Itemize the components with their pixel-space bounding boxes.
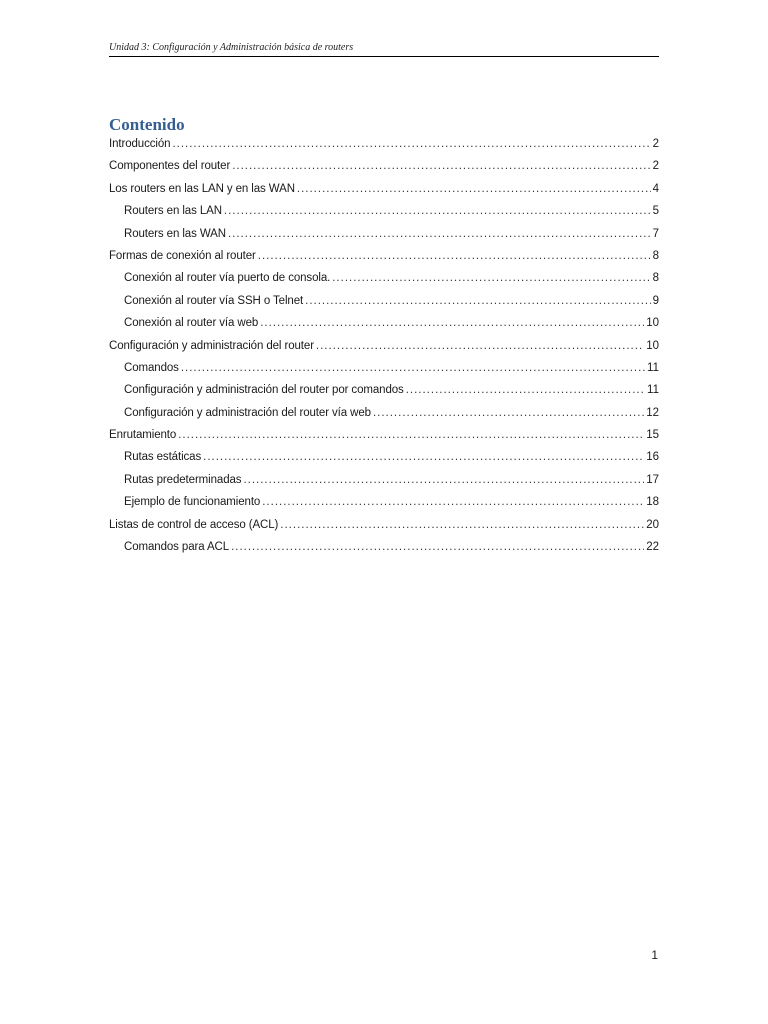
toc-entry-page: 11 [647, 384, 659, 397]
toc-entry-page: 10 [646, 339, 659, 352]
toc-entry-page: 2 [652, 160, 659, 173]
toc-entry-page: 7 [652, 227, 659, 240]
toc-entry-page: 8 [652, 272, 659, 285]
toc-entry-label: Conexión al router vía puerto de consola. [124, 272, 331, 285]
toc-entry-label: Los routers en las LAN y en las WAN [109, 182, 295, 195]
toc-entry[interactable] [109, 515, 659, 537]
toc-entry[interactable] [109, 537, 659, 559]
toc-entry[interactable] [109, 336, 659, 358]
toc-entry-label: Comandos para ACL [124, 541, 230, 554]
toc-entry-label: Formas de conexión al router [109, 249, 256, 262]
toc-entry-page: 9 [652, 294, 659, 307]
toc-entry[interactable] [109, 134, 659, 156]
toc-entry-label: Conexión al router vía SSH o Telnet [124, 294, 304, 307]
toc-entry[interactable] [109, 291, 659, 313]
toc-leader-dots [280, 515, 644, 535]
toc-entry-label: Componentes del router [109, 160, 231, 173]
toc-entry-page: 12 [646, 406, 659, 419]
toc-title: Contenido [109, 115, 185, 134]
toc-entry[interactable] [109, 380, 659, 402]
toc-entry[interactable] [109, 313, 659, 335]
toc-entry[interactable] [109, 470, 659, 492]
toc-entry[interactable] [109, 268, 659, 290]
toc-leader-dots [297, 179, 651, 199]
toc-entry-label: Routers en las WAN [124, 227, 226, 240]
toc-entry[interactable] [109, 156, 659, 178]
toc-leader-dots [262, 492, 644, 512]
page-number: 1 [651, 948, 658, 962]
toc-leader-dots [258, 246, 651, 266]
toc-leader-dots [305, 291, 650, 311]
toc-leader-dots [181, 358, 645, 378]
toc-leader-dots [228, 224, 651, 244]
toc-entry[interactable] [109, 425, 659, 447]
toc-leader-dots [260, 313, 644, 333]
toc-entry-label: Configuración y administración del router por comandos [124, 384, 404, 397]
toc-entry-page: 16 [646, 451, 659, 464]
page-header [109, 42, 659, 57]
toc-entry-label: Conexión al router vía web [124, 317, 259, 330]
toc-entry-label: Comandos [124, 361, 179, 374]
toc-entry-page: 17 [646, 473, 659, 486]
toc-entry[interactable] [109, 224, 659, 246]
toc-entry[interactable] [109, 492, 659, 514]
toc-entry-page: 18 [646, 496, 659, 509]
toc-entry-label: Listas de control de acceso (ACL) [109, 518, 279, 531]
toc-leader-dots [172, 134, 650, 154]
toc-entry-page: 8 [652, 249, 659, 262]
toc-leader-dots [203, 447, 644, 467]
toc-leader-dots [224, 201, 651, 221]
toc-entry-label: Ejemplo de funcionamiento [124, 496, 261, 509]
toc-entry-page: 11 [647, 361, 659, 374]
toc-entry-label: Rutas predeterminadas [124, 473, 242, 486]
toc-entry-page: 2 [652, 138, 659, 150]
toc-entry-page: 15 [646, 429, 659, 442]
toc-entry-label: Configuración y administración del router [109, 339, 314, 352]
toc-entry-page: 4 [652, 182, 659, 195]
toc-entry-label: Introducción [109, 138, 171, 150]
toc-leader-dots [232, 156, 650, 176]
toc-entry-page: 10 [646, 317, 659, 330]
toc-leader-dots [373, 403, 644, 423]
toc-entry[interactable] [109, 179, 659, 201]
toc-entry[interactable] [109, 358, 659, 380]
toc-leader-dots [332, 268, 650, 288]
toc-leader-dots [178, 425, 644, 445]
toc-entry[interactable] [109, 403, 659, 425]
toc-entry-label: Routers en las LAN [124, 205, 222, 218]
toc-entry-page: 22 [646, 541, 659, 554]
running-title: Unidad 3: Configuración y Administración básica de routers [109, 42, 354, 53]
toc-leader-dots [243, 470, 644, 490]
table-of-contents [109, 134, 659, 559]
toc-entry[interactable] [109, 246, 659, 268]
toc-leader-dots [406, 380, 645, 400]
toc-entry[interactable] [109, 447, 659, 469]
toc-leader-dots [231, 537, 644, 557]
toc-entry-label: Rutas estáticas [124, 451, 202, 464]
toc-entry-label: Configuración y administración del router vía web [124, 406, 371, 419]
toc-entry-page: 5 [652, 205, 659, 218]
toc-entry-label: Enrutamiento [109, 429, 177, 442]
toc-entry-page: 20 [646, 518, 659, 531]
toc-entry[interactable] [109, 201, 659, 223]
toc-leader-dots [316, 336, 644, 356]
